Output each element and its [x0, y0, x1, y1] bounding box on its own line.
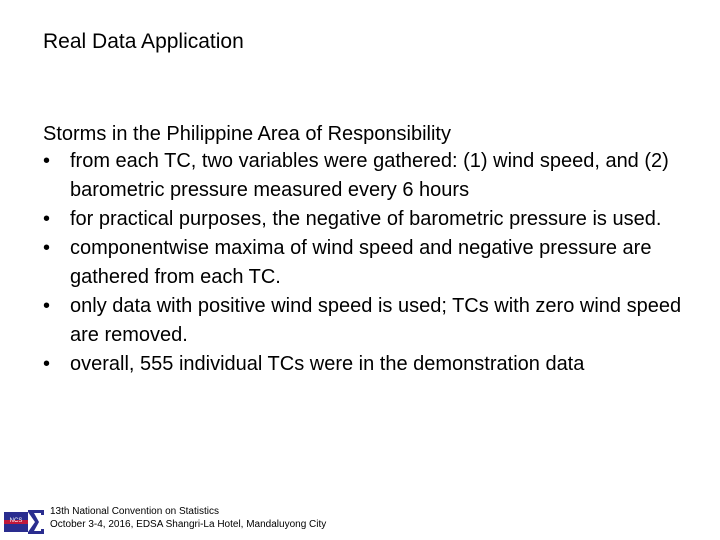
bullet-icon: • — [43, 237, 51, 259]
logo-text: NCS — [9, 518, 23, 524]
bullet-icon: • — [43, 208, 51, 230]
footer-line-2: October 3-4, 2016, EDSA Shangri-La Hotel, Mandaluyong City — [50, 519, 327, 530]
bullet-text: for practical purposes, the negative of barometric pressure is used. — [70, 208, 662, 230]
bullet-text: componentwise maxima of wind speed and negative pressure are gathered from each TC. — [70, 237, 652, 288]
bullet-icon: • — [43, 150, 51, 172]
bullet-text: only data with positive wind speed is used; TCs with zero wind speed are removed. — [70, 295, 682, 346]
list-item — [43, 234, 693, 292]
slide-title: Real Data Application — [43, 30, 244, 53]
list-item — [43, 147, 693, 205]
bullet-list — [43, 147, 693, 379]
sigma-logo-icon — [4, 508, 46, 536]
footer-line-1: 13th National Convention on Statistics — [50, 506, 219, 517]
bullet-text: from each TC, two variables were gathered: (1) wind speed, and (2) barometric pressure measured every 6 hours — [70, 150, 669, 201]
list-item — [43, 205, 693, 234]
slide-footer — [4, 505, 424, 535]
bullet-icon: • — [43, 295, 51, 317]
list-item — [43, 292, 693, 350]
list-item — [43, 350, 693, 379]
bullet-text: overall, 555 individual TCs were in the demonstration data — [70, 353, 585, 375]
footer-text — [50, 505, 326, 531]
slide-intro: Storms in the Philippine Area of Responsibility — [43, 123, 451, 145]
bullet-icon: • — [43, 353, 51, 375]
